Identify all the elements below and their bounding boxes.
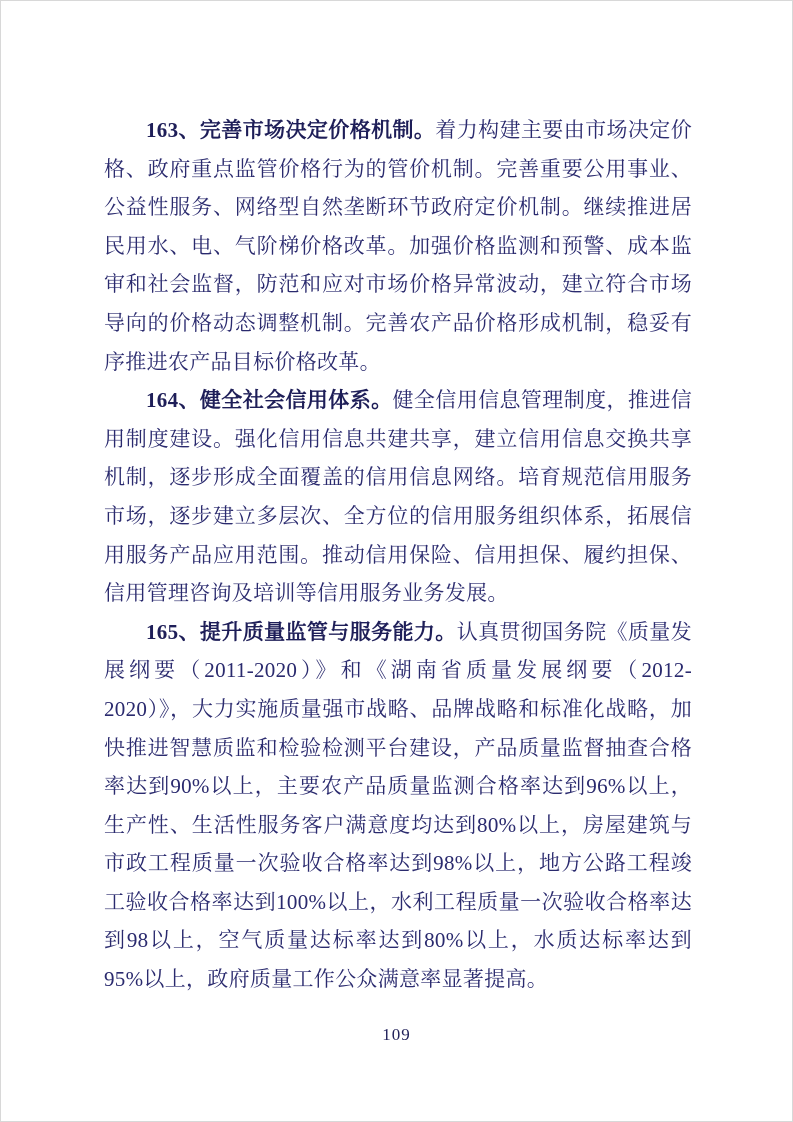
paragraph-163-heading: 163、完善市场决定价格机制。	[146, 118, 436, 142]
paragraph-164-heading: 164、健全社会信用体系。	[146, 388, 393, 413]
paragraph-164-body: 健全信用信息管理制度，推进信用制度建设。强化信用信息共建共享，建立信用信息交换共享机制，逐步形成全面覆盖的信用信息网络。培育规范信用服务市场，逐步建立多层次、全方位的信用服务组织体系，拓展信用服务产品应用范围。推动信用保险、信用担保、履约担保、信用管理咨询及培训等信用服务业务发展。	[104, 388, 692, 606]
paragraph-165-heading: 165、提升质量监管与服务能力。	[146, 619, 457, 644]
document-body	[104, 111, 692, 999]
paragraph-163	[104, 111, 692, 381]
paragraph-164	[104, 381, 692, 613]
paragraph-165	[104, 613, 692, 999]
page-number: 109	[382, 1025, 411, 1044]
paragraph-163-body: 着力构建主要由市场决定价格、政府重点监管价格行为的管价机制。完善重要公用事业、公益性服务、网络型自然垄断环节政府定价机制。继续推进居民用水、电、气阶梯价格改革。加强价格监测和预警、成本监审和社会监督，防范和应对市场价格异常波动，建立符合市场导向的价格动态调整机制。完善农产品价格形成机制，稳妥有序推进农产品目标价格改革。	[104, 118, 692, 374]
paragraph-165-body: 认真贯彻国务院《质量发展纲要（2011-2020）》和《湖南省质量发展纲要（2012-2020）》，大力实施质量强市战略、品牌战略和标准化战略，加快推进智慧质监和检验检测平台建设，产品质量监督抽查合格率达到90%以上，主要农产品质量监测合格率达到96%以上，生产性、生活性服务客户满意度均达到80%以上，房屋建筑与市政工程质量一次验收合格率达到98%以上，地方公路工程竣工验收合格率达到100%以上，水利工程质量一次验收合格率达到98以上，空气质量达标率达到80%以上，水质达标率达到95%以上，政府质量工作公众满意率显著提高。	[104, 619, 692, 992]
